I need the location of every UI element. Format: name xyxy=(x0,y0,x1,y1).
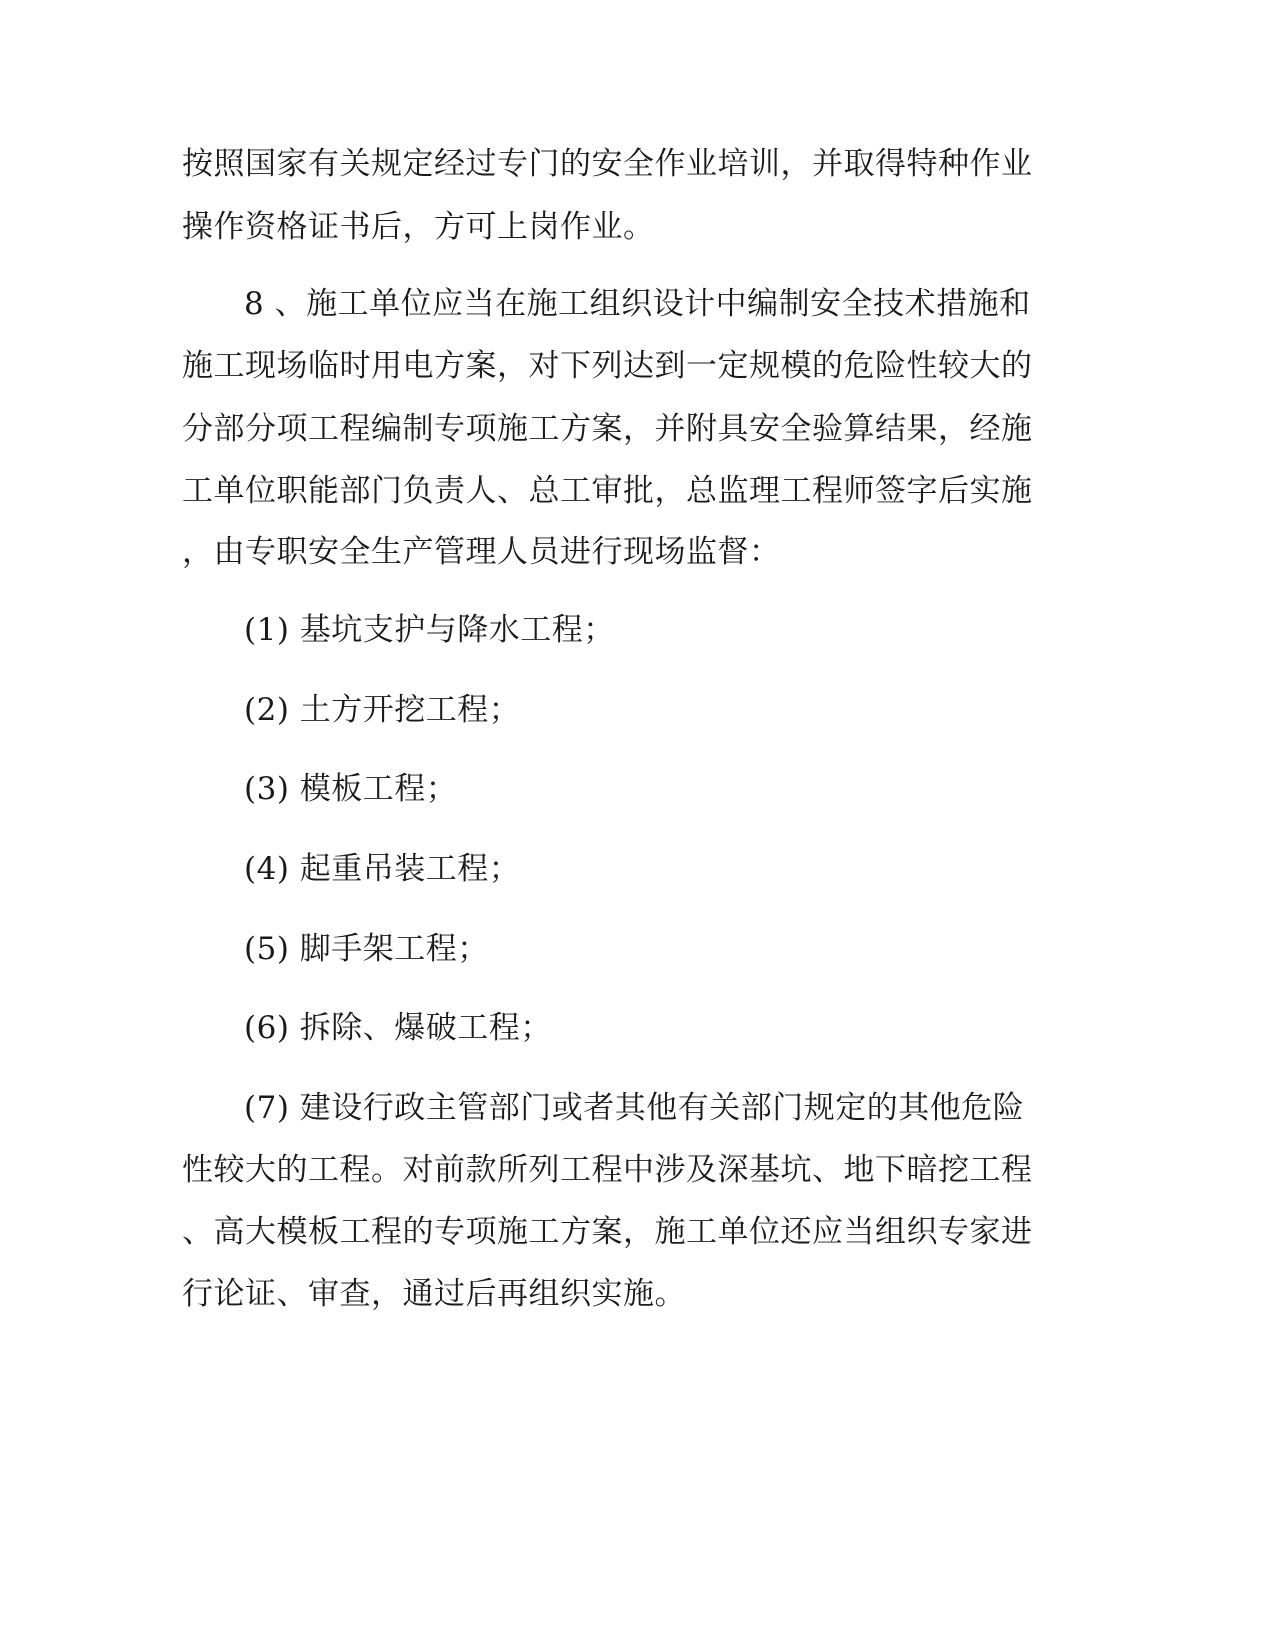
list-item: (5) 脚手架工程； xyxy=(244,931,489,967)
text-line: 性较大的工程。对前款所列工程中涉及深基坑、地下暗挖工程 xyxy=(182,1152,1033,1188)
list-item: (1) 基坑支护与降水工程； xyxy=(244,612,615,648)
text-line: 按照国家有关规定经过专门的安全作业培训，并取得特种作业 xyxy=(182,146,1033,182)
list-item: (4) 起重吊装工程； xyxy=(244,851,521,887)
text-line: 施工现场临时用电方案，对下列达到一定规模的危险性较大的 xyxy=(182,348,1033,384)
text-line: 行论证、审查，通过后再组织实施。 xyxy=(182,1276,686,1312)
text-line: 分部分项工程编制专项施工方案，并附具安全验算结果，经施 xyxy=(182,411,1033,447)
text-line: ，由专职安全生产管理人员进行现场监督： xyxy=(182,534,781,570)
list-item: (7) 建设行政主管部门或者其他有关部门规定的其他危险 xyxy=(244,1090,1025,1126)
text-line: 8 、施工单位应当在施工组织设计中编制安全技术措施和 xyxy=(244,286,1031,322)
text-line: 、高大模板工程的专项施工方案，施工单位还应当组织专家进 xyxy=(182,1214,1033,1250)
list-item: (3) 模板工程； xyxy=(244,771,458,807)
text-line: 操作资格证书后，方可上岗作业。 xyxy=(182,209,655,245)
text-line: 工单位职能部门负责人、总工审批，总监理工程师签字后实施 xyxy=(182,473,1033,509)
list-item: (2) 土方开挖工程； xyxy=(244,692,521,728)
list-item: (6) 拆除、爆破工程； xyxy=(244,1010,552,1046)
